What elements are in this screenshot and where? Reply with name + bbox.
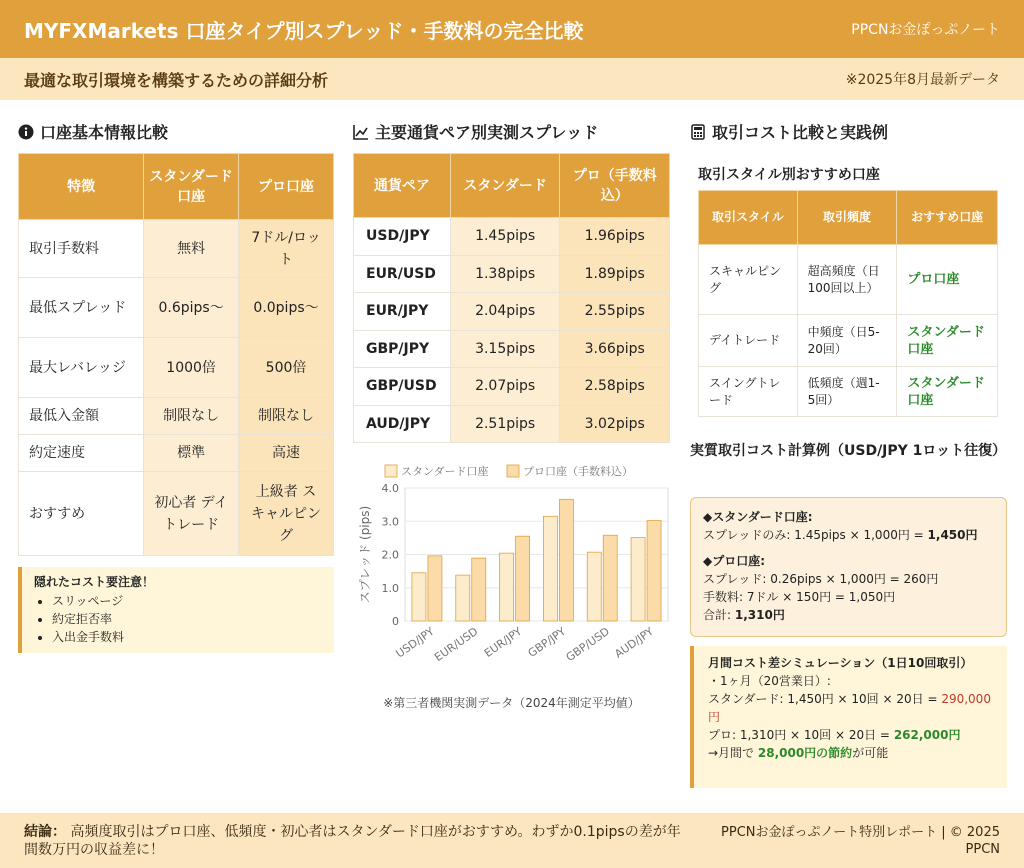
pro-line: 手数料: 7ドル × 150円 = 1,050円 bbox=[703, 590, 896, 604]
x-tick-label: GBP/USD bbox=[563, 624, 612, 665]
table-row: 最大レバレッジ 1000倍 500倍 bbox=[19, 338, 334, 398]
style-table-title: 取引スタイル別おすすめ口座 bbox=[698, 167, 880, 183]
table-row: 取引手数料 無料 7ドル/ロット bbox=[19, 220, 334, 278]
pro-total: 合計: 1,310円 bbox=[703, 608, 785, 622]
table-header: スタンダード口座 bbox=[144, 154, 239, 220]
table-row: USD/JPY 1.45pips 1.96pips bbox=[354, 218, 670, 256]
table-header: 通貨ペア bbox=[354, 154, 451, 218]
y-tick-label: 0 bbox=[392, 615, 399, 628]
x-tick-label: USD/JPY bbox=[393, 624, 437, 661]
monthly-savings: 28,000円の節約 bbox=[757, 746, 853, 760]
y-tick-label: 4.0 bbox=[381, 482, 399, 495]
legend-swatch bbox=[385, 465, 397, 477]
legend-label: プロ口座（手数料込） bbox=[523, 465, 633, 478]
table-row: EUR/USD 1.38pips 1.89pips bbox=[354, 255, 670, 293]
table-header: 取引スタイル bbox=[699, 191, 798, 245]
cost-calc-box bbox=[690, 497, 1007, 637]
table-row: EUR/JPY 2.04pips 2.55pips bbox=[354, 293, 670, 331]
x-tick-label: AUD/JPY bbox=[612, 624, 656, 661]
page-header bbox=[0, 0, 1024, 58]
bar-pro-eur-jpy bbox=[516, 536, 530, 621]
y-tick-label: 2.0 bbox=[381, 548, 399, 562]
spread-bar-chart bbox=[353, 455, 670, 695]
standard-monthly-cost: 290,000円 bbox=[708, 692, 991, 724]
chart-note: ※第三者機関実測データ（2024年測定平均値） bbox=[383, 696, 640, 710]
calculator-icon bbox=[690, 124, 706, 140]
bar-pro-gbp-usd bbox=[603, 535, 617, 621]
table-row: GBP/USD 2.07pips 2.58pips bbox=[354, 368, 670, 406]
x-tick-label: GBP/JPY bbox=[525, 624, 569, 660]
bar-standard-usd-jpy bbox=[412, 573, 426, 621]
page-subtitle: 最適な取引環境を構築するための詳細分析 bbox=[24, 70, 329, 90]
table-row: スキャルピング 超高頻度（日100回以上） プロ口座 bbox=[699, 245, 998, 315]
list-item: • スリッページ bbox=[52, 592, 322, 610]
table-header: プロ（手数料込） bbox=[560, 154, 670, 218]
table-row: AUD/JPY 2.51pips 3.02pips bbox=[354, 405, 670, 443]
list-item: • 入出金手数料 bbox=[52, 628, 322, 646]
table-row: スイングトレード 低頻度（週1-5回） スタンダード口座 bbox=[699, 367, 998, 417]
spread-table bbox=[353, 153, 670, 443]
info-icon bbox=[18, 124, 34, 140]
account-comparison-table bbox=[18, 153, 334, 556]
bar-pro-eur-usd bbox=[472, 558, 486, 621]
brand-name: PPCNお金ぽっぷノート bbox=[851, 22, 1000, 38]
table-row: おすすめ 初心者 デイトレード 上級者 スキャルピング bbox=[19, 472, 334, 556]
bar-pro-aud-jpy bbox=[647, 521, 661, 621]
table-header: 特徴 bbox=[19, 154, 144, 220]
monthly-simulation-box: 月間コスト差シミュレーション（1日10回取引） ・1ヶ月（20営業日）: スタンダード: 1,450円 × 10回 × 20日 = 290,000円 プロ: 1,310円 × 10回 × 20日 = 262,000円 →月間で 28,000円の節約が可能 bbox=[690, 646, 1007, 788]
x-tick-label: EUR/JPY bbox=[481, 624, 525, 660]
page-footer bbox=[0, 813, 1024, 868]
bar-pro-usd-jpy bbox=[428, 556, 442, 621]
x-tick-label: EUR/USD bbox=[432, 624, 481, 665]
conclusion: 結論： 高頻度取引はプロ口座、低頻度・初心者はスタンダード口座がおすすめ。わずか0.1pipsの差が年間数万円の収益差に！ bbox=[24, 823, 681, 858]
legend-label: スタンダード口座 bbox=[401, 465, 489, 478]
y-tick-label: 3.0 bbox=[381, 515, 399, 529]
y-tick-label: 1.0 bbox=[381, 581, 399, 595]
table-header: スタンダード bbox=[450, 154, 560, 218]
trading-style-table bbox=[698, 190, 998, 417]
table-row: 約定速度 標準 高速 bbox=[19, 435, 334, 472]
hidden-cost-warning bbox=[18, 567, 334, 653]
table-row: デイトレード 中頻度（日5-20回） スタンダード口座 bbox=[699, 315, 998, 367]
warning-list bbox=[34, 592, 322, 646]
warning-title: 隠れたコスト要注意！ bbox=[34, 575, 155, 589]
page-title: MYFXMarkets 口座タイプ別スプレッド・手数料の完全比較 bbox=[24, 18, 584, 43]
line-chart-icon bbox=[353, 124, 369, 140]
section-title-account-info: 口座基本情報比較 bbox=[18, 120, 168, 143]
data-date: ※2025年8月最新データ bbox=[845, 72, 1000, 88]
section-title-cost: 取引コスト比較と実践例 bbox=[690, 120, 888, 143]
standard-heading: ◆スタンダード口座: bbox=[703, 510, 813, 524]
subheader bbox=[0, 58, 1024, 100]
y-axis-label: スプレッド (pips) bbox=[358, 505, 372, 604]
cost-calc-title: 実質取引コスト計算例（USD/JPY 1ロット往復） bbox=[690, 443, 1007, 459]
bar-standard-eur-usd bbox=[456, 575, 470, 621]
pro-monthly-cost: 262,000円 bbox=[893, 728, 961, 742]
list-item: • 約定拒否率 bbox=[52, 610, 322, 628]
bar-standard-gbp-jpy bbox=[543, 516, 557, 621]
footer-credit: PPCNお金ぽっぷノート特別レポート | © 2025 PPCN bbox=[721, 824, 1000, 857]
table-row: GBP/JPY 3.15pips 3.66pips bbox=[354, 330, 670, 368]
bar-standard-eur-jpy bbox=[500, 553, 514, 621]
legend-swatch bbox=[507, 465, 519, 477]
pro-heading: ◆プロ口座: bbox=[703, 554, 766, 568]
bar-standard-aud-jpy bbox=[631, 538, 645, 621]
table-row: 最低スプレッド 0.6pips〜 0.0pips〜 bbox=[19, 278, 334, 338]
table-row: 最低入金額 制限なし 制限なし bbox=[19, 398, 334, 435]
table-header: おすすめ口座 bbox=[897, 191, 998, 245]
standard-line: スプレッドのみ: 1.45pips × 1,000円 = 1,450円 bbox=[703, 528, 978, 542]
section-title-spreads: 主要通貨ペア別実測スプレッド bbox=[353, 120, 598, 143]
table-header: プロ口座 bbox=[239, 154, 334, 220]
bar-pro-gbp-jpy bbox=[559, 499, 573, 621]
table-header: 取引頻度 bbox=[797, 191, 897, 245]
pro-line: スプレッド: 0.26pips × 1,000円 = 260円 bbox=[703, 572, 939, 586]
bar-standard-gbp-usd bbox=[587, 552, 601, 621]
simulation-title: 月間コスト差シミュレーション（1日10回取引） bbox=[708, 656, 973, 670]
